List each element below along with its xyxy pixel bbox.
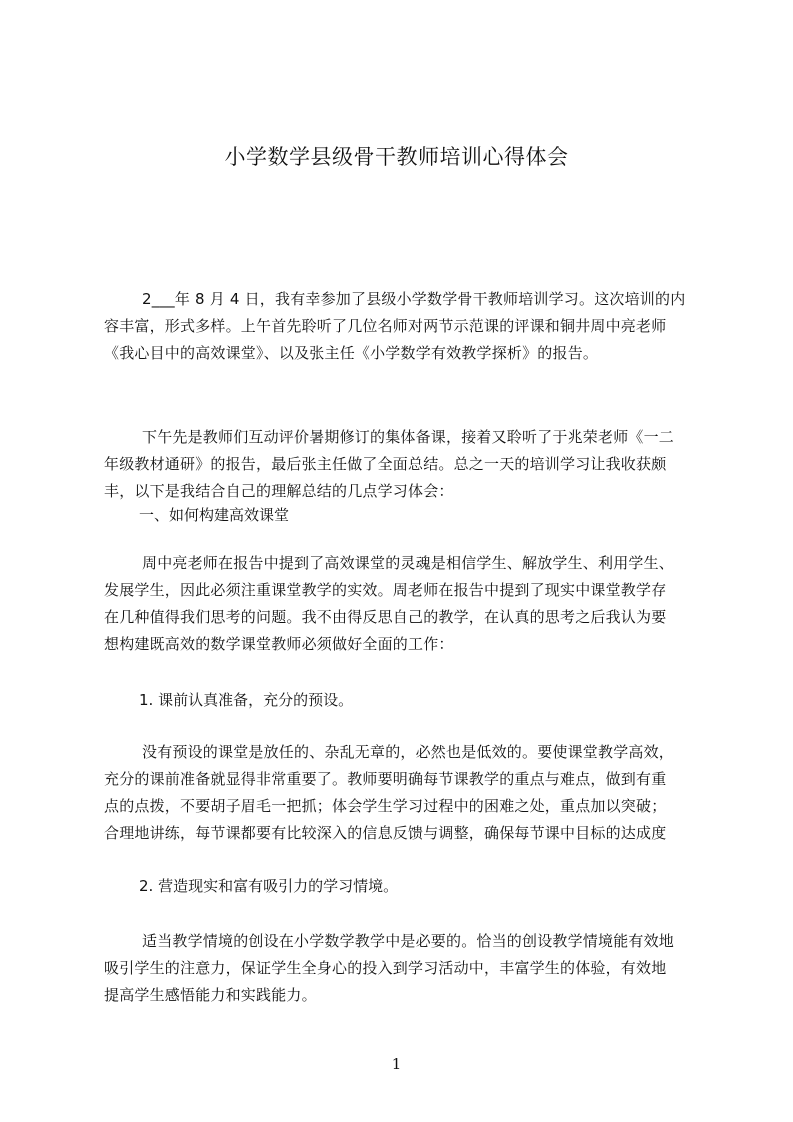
paragraph-line: 2___年 8 月 4 日，我有幸参加了县级小学数学骨干教师培训学习。这次培训的内 [142,290,686,308]
paragraph-line: 容丰富，形式多样。上午首先聆听了几位名师对两节示范课的评课和铜井周中亮老师 [104,317,667,335]
paragraph-line: 发展学生，因此必须注重课堂教学的实效。周老师在报告中提到了现实中课堂教学存 [104,581,667,599]
paragraph-line: 在几种值得我们思考的问题。我不由得反思自己的教学，在认真的思考之后我认为要 [104,608,667,626]
paragraph-line: 没有预设的课堂是放任的、杂乱无章的，必然也是低效的。要使课堂教学高效， [142,743,675,761]
paragraph-line: 提高学生感悟能力和实践能力。 [104,986,317,1004]
paragraph-line: 吸引学生的注意力，保证学生全身心的投入到学习活动中，丰富学生的体验，有效地 [104,959,667,977]
paragraph-preparation [104,739,704,847]
paragraph-line: 合理地讲练，每节课都要有比较深入的信息反馈与调整，确保每节课中目标的达成度 [104,824,667,842]
subsection-heading: 2. 营造现实和富有吸引力的学习情境。 [139,877,399,895]
paragraph-intro [104,286,704,367]
paragraph-line: 丰，以下是我结合自己的理解总结的几点学习体会： [104,482,454,500]
paragraph-line: 点的点拨，不要胡子眉毛一把抓；体会学生学习过程中的困难之处，重点加以突破； [104,797,667,815]
paragraph-line: 《我心目中的高效课堂》、以及张主任《小学数学有效教学探析》的报告。 [104,344,599,362]
section-heading: 一、如何构建高效课堂 [139,506,290,524]
document-title: 小学数学县级骨干教师培训心得体会 [224,145,569,169]
paragraph-line: 年级教材通研》的报告，最后张主任做了全面总结。总之一天的培训学习让我收获颇 [104,455,667,473]
paragraph-line: 适当教学情境的创设在小学数学教学中是必要的。恰当的创设教学情境能有效地 [142,932,675,950]
page-number: 1 [391,1055,402,1073]
paragraph-efficient-classroom [104,550,704,658]
subsection-heading: 1. 课前认真准备，充分的预设。 [139,691,354,709]
paragraph-afternoon [104,424,704,505]
paragraph-line: 下午先是教师们互动评价暑期修订的集体备课，接着又聆听了于兆荣老师《一二 [142,428,675,446]
paragraph-line: 想构建既高效的数学课堂教师必须做好全面的工作： [104,635,454,653]
paragraph-line: 充分的课前准备就显得非常重要了。教师要明确每节课教学的重点与难点，做到有重 [104,770,667,788]
paragraph-line: 周中亮老师在报告中提到了高效课堂的灵魂是相信学生、解放学生、利用学生、 [142,554,675,572]
paragraph-learning-situation [104,928,704,1009]
